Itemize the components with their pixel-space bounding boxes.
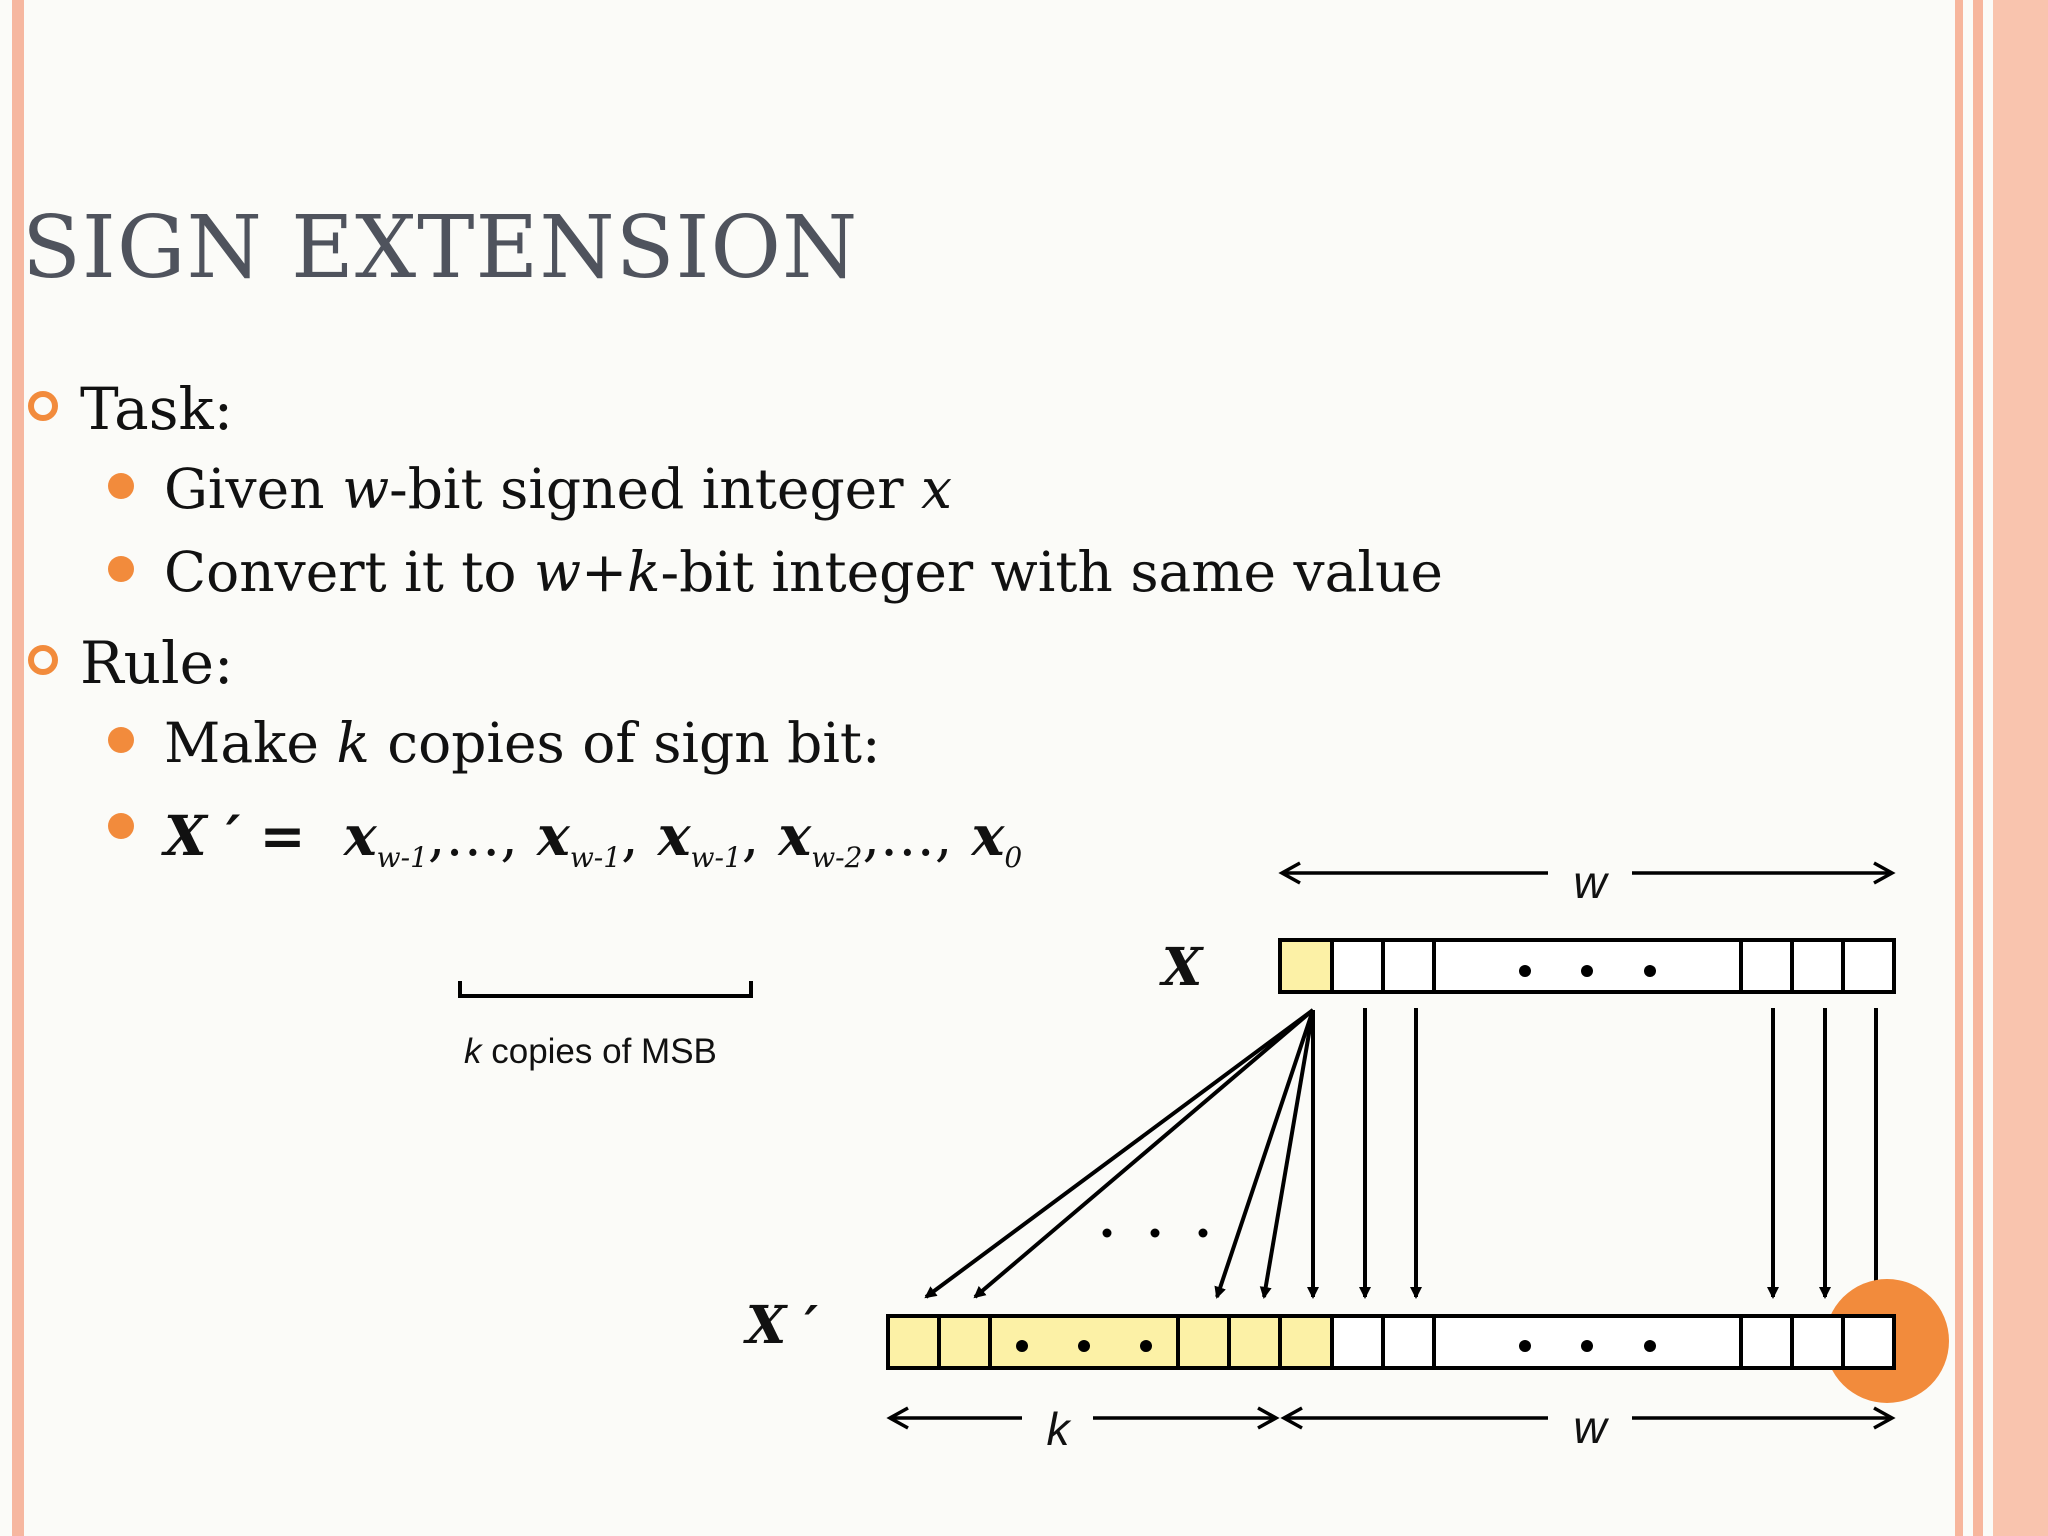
- formula-term: $x_{w-1}$,: [537, 803, 639, 874]
- sign-bit-fanout-arrows: [926, 1010, 1313, 1297]
- formula-term: $x_{w-1}$,: [657, 803, 760, 874]
- fanout-ellipsis: [1103, 1229, 1208, 1238]
- sub-bullet-make-copies: Make k copies of sign bit:: [164, 711, 881, 775]
- slide-title: SIGN EXTENSION: [22, 198, 859, 298]
- formula-term: $x_{w-2},\dots$,: [778, 803, 953, 874]
- xprime-label: X ′: [745, 1295, 819, 1356]
- k-label-bottom: k: [1046, 1403, 1070, 1455]
- bullet-task: Task:: [80, 375, 234, 443]
- formula-term: $x_{w-1},\dots$,: [343, 803, 518, 874]
- sub-bullet-convert: Convert it to w+k-bit integer with same value: [164, 540, 1443, 604]
- sub-bullet-given: Given w-bit signed integer x: [164, 457, 953, 521]
- bit-copy-arrows: [1365, 1008, 1876, 1297]
- w-label-top: w: [1573, 856, 1607, 908]
- bullet-rule: Rule:: [80, 629, 234, 697]
- formula-term: $x_0$: [971, 803, 1023, 874]
- xprime-register: [888, 1316, 1894, 1368]
- formula-lhs: X ′ =: [164, 803, 306, 868]
- x-label: X: [1161, 937, 1203, 998]
- k-copies-bracket: [460, 981, 751, 996]
- k-copies-label: k copies of MSB: [464, 1032, 717, 1071]
- w-label-bottom: w: [1573, 1401, 1607, 1453]
